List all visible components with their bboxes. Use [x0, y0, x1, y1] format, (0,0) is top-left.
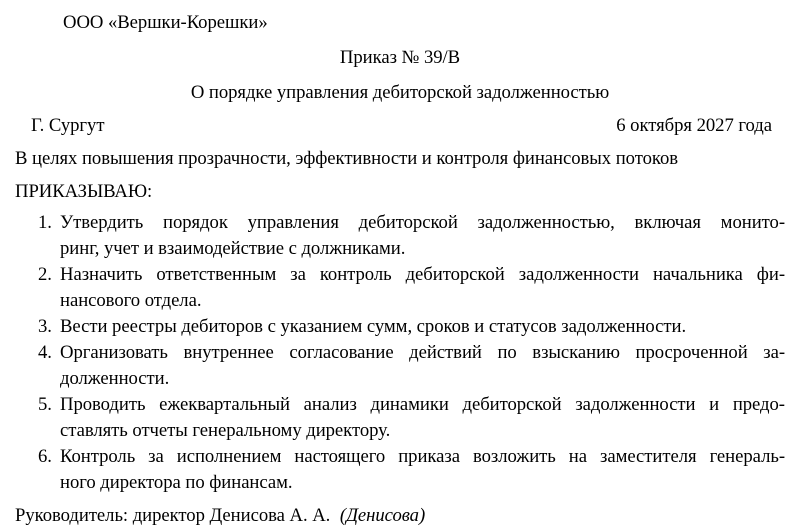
- item-line: нансового отдела.: [60, 290, 202, 311]
- item-line: ставлять отчеты генеральному директору.: [60, 420, 391, 441]
- item-number: 2.: [38, 264, 52, 285]
- order-subject: О порядке управления дебиторской задолженностью: [190, 82, 610, 103]
- order-item: [15, 262, 785, 314]
- item-line: Утвердить порядок управления дебиторской задолженностью, включая монито-: [60, 212, 785, 233]
- item-line: Организовать внутреннее согласование действий по взысканию просроченной за-: [60, 342, 785, 363]
- signature-line: [15, 503, 785, 529]
- item-line: ного директора по финансам.: [60, 472, 293, 493]
- order-item: [15, 314, 785, 340]
- item-line: ринг, учет и взаимодействие с должниками.: [60, 238, 406, 259]
- item-line: Проводить ежеквартальный анализ динамики дебиторской задолженности и предо-: [60, 394, 785, 415]
- item-line: Контроль за исполнением настоящего приказа возложить на заместителя генераль-: [60, 446, 785, 467]
- order-items-list: [15, 210, 785, 496]
- item-number: 5.: [38, 394, 52, 415]
- item-number: 3.: [38, 316, 52, 337]
- item-number: 4.: [38, 342, 52, 363]
- order-title: Приказ № 39/В: [339, 47, 461, 68]
- company-name: ООО «Вершки-Корешки»: [63, 12, 268, 33]
- city-date-row: [15, 113, 785, 139]
- signature-label: Руководитель: директор Денисова А. А.: [15, 505, 331, 526]
- directive-heading: ПРИКАЗЫВАЮ:: [15, 181, 153, 202]
- item-line: долженности.: [60, 368, 170, 389]
- signature-name: (Денисова): [339, 505, 426, 526]
- city: Г. Сургут: [31, 115, 105, 136]
- order-date: 6 октября 2027 года: [616, 115, 772, 136]
- order-item: [15, 210, 785, 262]
- item-line: Вести реестры дебиторов с указанием сумм, сроков и статусов задолженности.: [60, 316, 687, 337]
- preamble: В целях повышения прозрачности, эффективности и контроля финансовых потоков: [15, 148, 679, 169]
- item-number: 6.: [38, 446, 52, 467]
- item-line: Назначить ответственным за контроль дебиторской задолженности начальника фи-: [60, 264, 785, 285]
- item-number: 1.: [38, 212, 52, 233]
- order-item: [15, 444, 785, 496]
- order-item: [15, 392, 785, 444]
- order-item: [15, 340, 785, 392]
